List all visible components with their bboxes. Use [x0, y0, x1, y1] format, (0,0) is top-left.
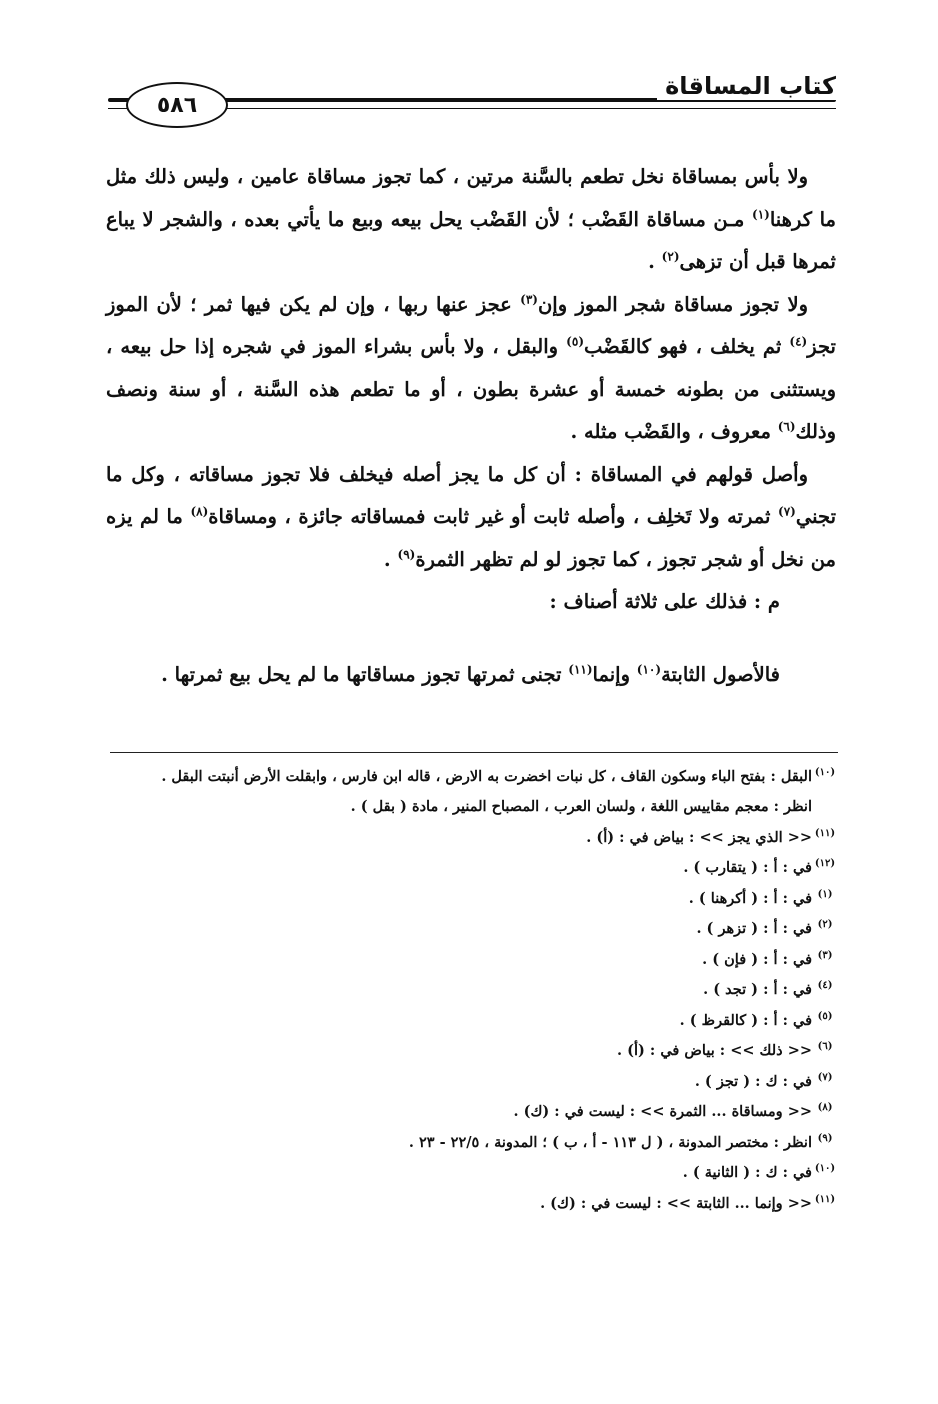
footnote-text: انظر : معجم مقاييس اللغة ، ولسان العرب ، المصباح المنير ، مادة ( بقل ) .	[350, 798, 812, 815]
note-ref: (١١)	[568, 662, 593, 676]
footnote-text: انظر : مختصر المدونة ، ( ل ١١٣ - أ ، ب ) ؛ المدونة ، ٢٢/٥ - ٢٣ .	[408, 1133, 812, 1151]
footnote	[108, 884, 838, 915]
note-ref: (٨)	[190, 504, 209, 519]
footnote-mark: (١٠)	[814, 767, 836, 778]
note-ref: (١٠)	[636, 662, 662, 676]
footnote-mark: (١٠)	[814, 1163, 836, 1174]
footnote-mark: (٥)	[817, 1010, 833, 1022]
footnote-text: في : أ : ( تزهر ) .	[696, 920, 812, 937]
footnote-mark: (٤)	[817, 980, 833, 991]
footnote-text: في : أ : ( أكرهنا ) .	[688, 889, 812, 907]
note-ref: (٤)	[789, 334, 808, 349]
footnote	[108, 1158, 838, 1189]
footnote	[108, 1189, 838, 1220]
footnote	[108, 945, 838, 976]
paragraph: ولا بأس بمساقاة نخل تطعم بالسَّنة مرتين ، كما تجوز مساقاة عامين ، وليس ذلك مثل ما كرهنا$^{(١)}$ مـن مساقاة القَضْب ؛ لأن القَضْب يحل بيعه وبيع ما يأتي بعده ، والشجر لا يباع ثمرها قبل أن تزهى$^{(٢)}$ .	[106, 165, 837, 273]
paragraph: فالأصول الثابتة$^{(١٠)}$ وإنما$^{(١١)}$ تجنى ثمرتها تجوز مساقاتها ما لم يحل بيع ثمرتها .	[161, 662, 780, 686]
main-text	[106, 156, 836, 696]
page-number: ٥٨٦	[126, 82, 228, 128]
footnote-mark: (٢)	[817, 919, 833, 930]
footnote-text: في : ك : ( تجز ) .	[694, 1072, 812, 1090]
footnote-mark: (١٢)	[814, 858, 836, 869]
footnote-text: البقل : بفتح الباء وسكون القاف ، كل نبات اخضرت به الارض ، قاله ابن فارس ، وابقلت الأرض أنبتت البقل .	[161, 768, 812, 785]
paragraph: م : فذلك على ثلاثة أصناف :	[549, 590, 780, 613]
footnote-mark: (٩)	[817, 1132, 833, 1144]
footnote-mark: (٧)	[817, 1071, 833, 1083]
footnote-text: << الذي يجز >> : بياض في : (أ) .	[586, 828, 812, 846]
footnote	[108, 792, 838, 823]
footnote	[108, 762, 838, 792]
footnote-mark: (١)	[817, 888, 833, 900]
footnote-text: << ذلك >> : بياض في : (أ) .	[617, 1042, 812, 1059]
footnote	[108, 823, 838, 854]
note-ref: (٦)	[777, 419, 796, 434]
footnote-divider	[110, 752, 838, 753]
footnote-text: << ومساقاة ... الثمرة >> : ليست في : (ك) .	[513, 1103, 812, 1120]
note-ref: (٧)	[778, 504, 796, 519]
footnote	[108, 1036, 838, 1067]
footnote-mark: (٦)	[817, 1041, 833, 1052]
paragraph: وأصل قولهم في المساقاة : أن كل ما يجز أصله فيخلف فلا تجوز مساقاته ، وكل ما تجني$^{(٧)}$ ثمرته ولا تَخلِف ، وأصله ثابت أو غير ثابت فمساقاته جائزة ، ومساقاة$^{(٨)}$ ما لم يزه من نخل أو شجر تجوز ، كما تجوز لو لم تظهر الثمرة$^{(٩)}$ .	[106, 462, 836, 571]
footnote-text: في : أ : ( كالقرظ ) .	[679, 1011, 812, 1029]
note-ref: (١)	[752, 207, 770, 221]
footnote-mark: (١١)	[814, 827, 836, 839]
footnote-text: في : أ : ( يتقارب ) .	[683, 859, 812, 876]
footnote-mark: (١١)	[814, 1193, 836, 1205]
note-ref: (٢)	[661, 249, 680, 264]
footnote	[108, 1067, 838, 1098]
book-title: كتاب المساقاة	[657, 72, 836, 100]
footnote-text: في : أ : ( تجد ) .	[703, 981, 812, 998]
footnote-mark: (٨)	[817, 1102, 833, 1113]
note-ref: (٥)	[566, 334, 584, 349]
footnote-text: << وإنما ... الثابتة >> : ليست في : (ك) .	[540, 1194, 812, 1212]
footnote	[108, 914, 838, 945]
footnote-text: في : أ : ( فإن ) .	[702, 950, 812, 968]
footnote	[108, 1097, 838, 1128]
paragraph: ولا تجوز مساقاة شجر الموز وإن$^{(٣)}$ عجز عنها ربها ، وإن لم يكن فيها ثمر ؛ لأن الموز تجز$^{(٤)}$ ثم يخلف ، فهو كالقَضْب$^{(٥)}$ والبقل ، ولا بأس بشراء الموز في شجره إذا حل بيعه ، ويستثنى من بطونه خمسة أو عشرة بطون ، أو ما تطعم هذه السَّنة ، أو سنة ونصف وذلك$^{(٦)}$ معروف ، والقَضْب مثله .	[106, 292, 836, 443]
footnote	[108, 1006, 838, 1037]
footnote	[108, 1128, 838, 1159]
footnote	[108, 975, 838, 1006]
footnotes	[108, 762, 838, 1219]
footnote-text: في : ك : ( الثانية ) .	[682, 1164, 812, 1181]
note-ref: (٩)	[397, 547, 416, 561]
footnote-mark: (٣)	[817, 949, 833, 961]
note-ref: (٣)	[520, 292, 538, 306]
footnote	[108, 853, 838, 884]
page-header	[108, 70, 836, 140]
